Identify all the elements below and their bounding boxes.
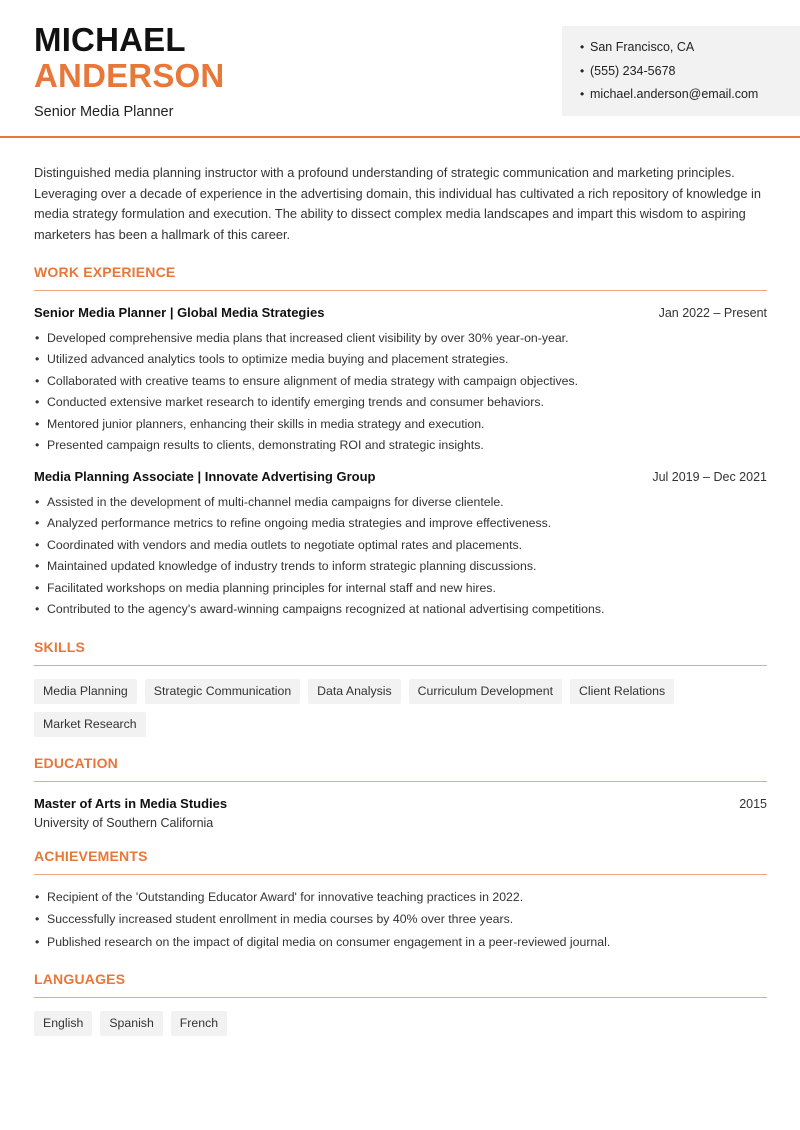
achievements-section [34, 848, 767, 954]
education-entry [34, 796, 767, 830]
section-title: ACHIEVEMENTS [34, 848, 767, 875]
education-section [34, 755, 767, 830]
list-item: • Analyzed performance metrics to refine ongoing media strategies and improve effectiveness. [34, 513, 767, 535]
language-tags [34, 1011, 767, 1036]
achievement-bullets [34, 886, 767, 954]
job-position: Senior Media Planner | Global Media Strategies [34, 304, 325, 320]
skills-tags [34, 679, 767, 737]
language-tag: French [171, 1011, 227, 1036]
language-tag: Spanish [100, 1011, 162, 1036]
job-head [34, 469, 767, 484]
education-year: 2015 [739, 796, 767, 811]
skill-tag: Client Relations [570, 679, 674, 704]
first-name: MICHAEL [34, 21, 186, 58]
languages-section [34, 971, 767, 1036]
job-bullets [34, 492, 767, 621]
section-title: LANGUAGES [34, 971, 767, 998]
list-item: • Facilitated workshops on media planning principles for internal staff and new hires. [34, 578, 767, 600]
section-title: WORK EXPERIENCE [34, 264, 767, 291]
contact-location-text: San Francisco, CA [590, 40, 695, 54]
job-dates: Jul 2019 – Dec 2021 [652, 469, 767, 484]
contact-phone-text: (555) 234-5678 [590, 63, 676, 78]
skill-tag: Media Planning [34, 679, 137, 704]
contact-email-text: michael.anderson@email.com [590, 87, 759, 101]
job-entry [34, 469, 767, 621]
list-item: • Presented campaign results to clients, demonstrating ROI and strategic insights. [34, 435, 767, 457]
list-item: • Published research on the impact of digital media on consumer engagement in a peer-reviewed journal. [34, 931, 767, 954]
name-block [34, 22, 224, 120]
contact-location [580, 39, 800, 63]
bullet-icon: • [580, 87, 585, 101]
contact-email [580, 86, 800, 110]
skill-tag: Market Research [34, 712, 146, 737]
list-item: • Conducted extensive market research to identify emerging trends and consumer behaviors. [34, 392, 767, 414]
list-item: • Coordinated with vendors and media outlets to negotiate optimal rates and placements. [34, 535, 767, 557]
skill-tag: Strategic Communication [145, 679, 300, 704]
section-title: EDUCATION [34, 755, 767, 782]
section-title: SKILLS [34, 639, 767, 666]
skill-tag: Curriculum Development [409, 679, 562, 704]
job-position: Media Planning Associate | Innovate Advertising Group [34, 468, 376, 484]
list-item: • Assisted in the development of multi-channel media campaigns for diverse clientele. [34, 492, 767, 514]
list-item: • Contributed to the agency's award-winning campaigns recognized at national advertising competitions. [34, 599, 767, 621]
last-name: ANDERSON [34, 57, 225, 94]
list-item: • Recipient of the 'Outstanding Educator Award' for innovative teaching practices in 2022. [34, 886, 767, 909]
list-item: • Collaborated with creative teams to ensure alignment of media strategy with campaign objectives. [34, 371, 767, 393]
skills-section [34, 639, 767, 737]
job-bullets [34, 328, 767, 457]
language-tag: English [34, 1011, 92, 1036]
job-dates: Jan 2022 – Present [658, 305, 767, 320]
list-item: • Utilized advanced analytics tools to optimize media buying and placement strategies. [34, 349, 767, 371]
skill-tag: Data Analysis [308, 679, 401, 704]
resume-header [0, 0, 800, 138]
bullet-icon: • [580, 40, 585, 54]
work-experience-section [34, 264, 767, 621]
job-entry [34, 305, 767, 457]
contact-phone [580, 63, 800, 87]
list-item: • Successfully increased student enrollment in media courses by 40% over three years. [34, 908, 767, 931]
education-head [34, 796, 767, 811]
summary-paragraph: Distinguished media planning instructor with a profound understanding of strategic communication and marketing principles. Leveraging over a decade of experience in the advertising domain, this individual has cultivated a rich repository of knowledge in media strategy formulation and execution. The ability to dissect complex media landscapes and impart this wisdom to aspiring marketers has been a hallmark of this career. [34, 165, 762, 243]
education-degree: Master of Arts in Media Studies [34, 795, 228, 811]
job-head [34, 305, 767, 320]
resume-content [34, 163, 767, 1036]
contact-box [562, 26, 800, 116]
job-title: Senior Media Planner [34, 104, 174, 120]
list-item: • Mentored junior planners, enhancing their skills in media strategy and execution. [34, 414, 767, 436]
education-school: University of Southern California [34, 815, 214, 830]
list-item: • Maintained updated knowledge of industry trends to inform strategic planning discussions. [34, 556, 767, 578]
list-item: • Developed comprehensive media plans that increased client visibility by over 30% year-on-year. [34, 328, 767, 350]
bullet-icon: • [580, 63, 585, 78]
